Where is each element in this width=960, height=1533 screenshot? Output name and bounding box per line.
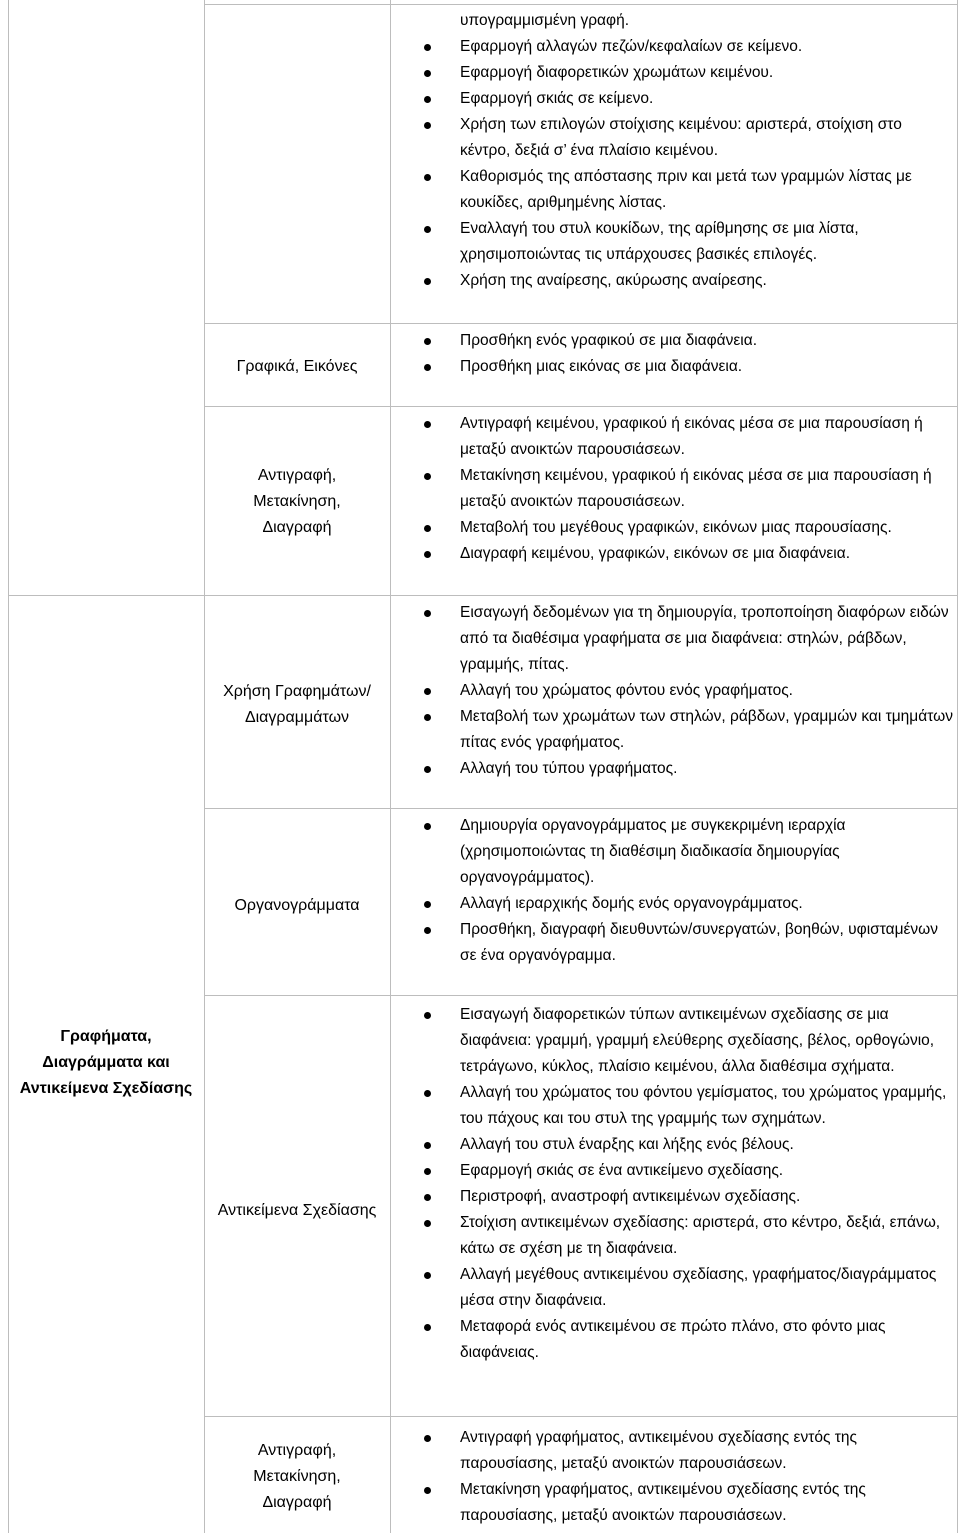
bullet-icon xyxy=(424,226,431,233)
bullet-icon xyxy=(424,473,431,480)
list-item: Εισαγωγή διαφορετικών τύπων αντικειμένων σχεδίασης σε μια διαφάνεια: γραμμή, γραμμή ελεύθερης σχεδίασης, βέλος, ορθογώνιο, τετράγωνο, κύκλος, πλαίσιο κειμένου, άλλα διαθέσιμα σχήματα. xyxy=(0,1002,954,1080)
list-item: Εφαρμογή αλλαγών πεζών/κεφαλαίων σε κείμενο. xyxy=(0,34,954,60)
bullet-icon xyxy=(424,174,431,181)
bullet-icon xyxy=(424,1272,431,1279)
list-item: Περιστροφή, αναστροφή αντικειμένων σχεδίασης. xyxy=(0,1184,954,1210)
bullet-icon xyxy=(424,525,431,532)
list-item: Μεταβολή των χρωμάτων των στηλών, ράβδων, γραμμών και τμημάτων πίτας ενός γραφήματος. xyxy=(0,704,954,756)
subcategory-line: Διαγραφή xyxy=(262,1494,332,1511)
bullet-icon xyxy=(424,901,431,908)
list-item: Εφαρμογή σκιάς σε κείμενο. xyxy=(0,86,954,112)
bullet-list xyxy=(0,34,954,294)
list-item: Αλλαγή του στυλ έναρξης και λήξης ενός βέλους. xyxy=(0,1132,954,1158)
list-item: Προσθήκη ενός γραφικού σε μια διαφάνεια. xyxy=(0,328,954,354)
category-line: Γραφήματα, xyxy=(60,1028,152,1045)
list-item: Αλλαγή του χρώματος του φόντου γεμίσματος, του χρώματος γραμμής, του πάχους και του στυλ της γραμμής των σχημάτων. xyxy=(0,1080,954,1132)
subcategory-line: Διαγραμμάτων xyxy=(244,709,350,726)
grid-line-row5 xyxy=(204,995,958,996)
bullet-icon xyxy=(424,1487,431,1494)
bullet-icon xyxy=(424,96,431,103)
list-item: Εφαρμογή σκιάς σε ένα αντικείμενο σχεδίασης. xyxy=(0,1158,954,1184)
list-item: Εφαρμογή διαφορετικών χρωμάτων κειμένου. xyxy=(0,60,954,86)
list-item: Αντιγραφή κειμένου, γραφικού ή εικόνας μέσα σε μια παρουσίαση ή μεταξύ ανοικτών παρουσιάσεων. xyxy=(0,411,954,463)
bullet-list xyxy=(0,600,954,782)
grid-line-row6 xyxy=(204,1416,958,1417)
list-item: Δημιουργία οργανογράμματος με συγκεκριμένη ιεραρχία (χρησιμοποιώντας τη διαθέσιμη διαδικασία δημιουργίας οργανογράμματος). xyxy=(0,813,954,891)
bullet-icon xyxy=(424,1324,431,1331)
bullet-icon xyxy=(424,1142,431,1149)
bullet-icon xyxy=(424,823,431,830)
list-item: Χρήση των επιλογών στοίχισης κειμένου: αριστερά, στοίχιση στο κέντρο, δεξιά σ’ ένα πλαίσιο κειμένου. xyxy=(0,112,954,164)
bullet-icon xyxy=(424,688,431,695)
grid-line-row4 xyxy=(204,808,958,809)
continuation-text: υπογραμμισμένη γραφή. xyxy=(460,12,629,29)
subcategory-cell: Οργανογράμματα xyxy=(234,897,360,914)
category-line: Διαγράμματα και xyxy=(42,1054,170,1071)
list-item: Μεταφορά ενός αντικειμένου σε πρώτο πλάνο, στο φόντο μιας διαφάνειας. xyxy=(0,1314,954,1366)
bullet-icon xyxy=(424,610,431,617)
list-item: Μετακίνηση κειμένου, γραφικού ή εικόνας μέσα σε μια παρουσίαση ή μεταξύ ανοικτών παρουσιάσεων. xyxy=(0,463,954,515)
bullet-list xyxy=(0,1002,954,1366)
bullet-icon xyxy=(424,1220,431,1227)
list-item: Προσθήκη μιας εικόνας σε μια διαφάνεια. xyxy=(0,354,954,380)
grid-line-row2 xyxy=(204,406,958,407)
grid-line-row1 xyxy=(204,323,958,324)
list-item: Αλλαγή μεγέθους αντικειμένου σχεδίασης, γραφήματος/διαγράμματος μέσα στην διαφάνεια. xyxy=(0,1262,954,1314)
list-item: Αλλαγή του χρώματος φόντου ενός γραφήματος. xyxy=(0,678,954,704)
list-item: Προσθήκη, διαγραφή διευθυντών/συνεργατών, βοηθών, υφισταμένων σε ένα οργανόγραμμα. xyxy=(0,917,954,969)
bullet-icon xyxy=(424,44,431,51)
bullet-icon xyxy=(424,714,431,721)
subcategory-line: Μετακίνηση, xyxy=(253,493,341,510)
category-line: Αντικείμενα Σχεδίασης xyxy=(19,1080,193,1097)
bullet-icon xyxy=(424,1090,431,1097)
bullet-icon xyxy=(424,338,431,345)
list-item: Αντιγραφή γραφήματος, αντικειμένου σχεδίασης εντός της παρουσίασης, μεταξύ ανοικτών παρουσιάσεων. xyxy=(0,1425,954,1477)
list-item: Στοίχιση αντικειμένων σχεδίασης: αριστερά, στο κέντρο, δεξιά, επάνω, κάτω σε σχέση με τη διαφάνεια. xyxy=(0,1210,954,1262)
bullet-icon xyxy=(424,70,431,77)
grid-line-row3 xyxy=(8,595,958,596)
grid-line-top xyxy=(204,4,958,5)
bullet-icon xyxy=(424,1168,431,1175)
subcategory-line: Αντιγραφή, xyxy=(257,1442,337,1459)
bullet-icon xyxy=(424,278,431,285)
subcategory-line: Μετακίνηση, xyxy=(253,1468,341,1485)
bullet-icon xyxy=(424,927,431,934)
list-item: Εναλλαγή του στυλ κουκίδων, της αρίθμησης σε μια λίστα, χρησιμοποιώντας τις υπάρχουσες βασικές επιλογές. xyxy=(0,216,954,268)
subcategory-line: Αντιγραφή, xyxy=(257,467,337,484)
bullet-icon xyxy=(424,1435,431,1442)
bullet-icon xyxy=(424,1012,431,1019)
bullet-list xyxy=(0,411,954,567)
list-item: Καθορισμός της απόστασης πριν και μετά των γραμμών λίστας με κουκίδες, αριθμημένης λίστας. xyxy=(0,164,954,216)
subcategory-line: Χρήση Γραφημάτων/ xyxy=(223,683,371,700)
bullet-icon xyxy=(424,551,431,558)
list-item: Μετακίνηση γραφήματος, αντικειμένου σχεδίασης εντός της παρουσίασης, μεταξύ ανοικτών παρουσιάσεων. xyxy=(0,1477,954,1529)
bullet-icon xyxy=(424,122,431,129)
list-item: Χρήση της αναίρεσης, ακύρωσης αναίρεσης. xyxy=(0,268,954,294)
bullet-icon xyxy=(424,766,431,773)
list-item: Αλλαγή του τύπου γραφήματος. xyxy=(0,756,954,782)
bullet-list xyxy=(0,1425,954,1529)
bullet-icon xyxy=(424,364,431,371)
subcategory-cell: Αντικείμενα Σχεδίασης xyxy=(217,1202,377,1219)
grid-line-right xyxy=(957,0,958,1533)
bullet-icon xyxy=(424,1194,431,1201)
list-item: Μεταβολή του μεγέθους γραφικών, εικόνων μιας παρουσίασης. xyxy=(0,515,954,541)
list-item: Εισαγωγή δεδομένων για τη δημιουργία, τροποποίηση διαφόρων ειδών από τα διαθέσιμα γραφήματα σε μια διαφάνεια: στηλών, ράβδων, γραμμής, πίτας. xyxy=(0,600,954,678)
subcategory-line: Διαγραφή xyxy=(262,519,332,536)
bullet-list xyxy=(0,813,954,969)
bullet-icon xyxy=(424,421,431,428)
subcategory-cell: Γραφικά, Εικόνες xyxy=(236,358,358,375)
list-item: Διαγραφή κειμένου, γραφικών, εικόνων σε μια διαφάνεια. xyxy=(0,541,954,567)
bullet-list xyxy=(0,328,954,380)
list-item: Αλλαγή ιεραρχικής δομής ενός οργανογράμματος. xyxy=(0,891,954,917)
